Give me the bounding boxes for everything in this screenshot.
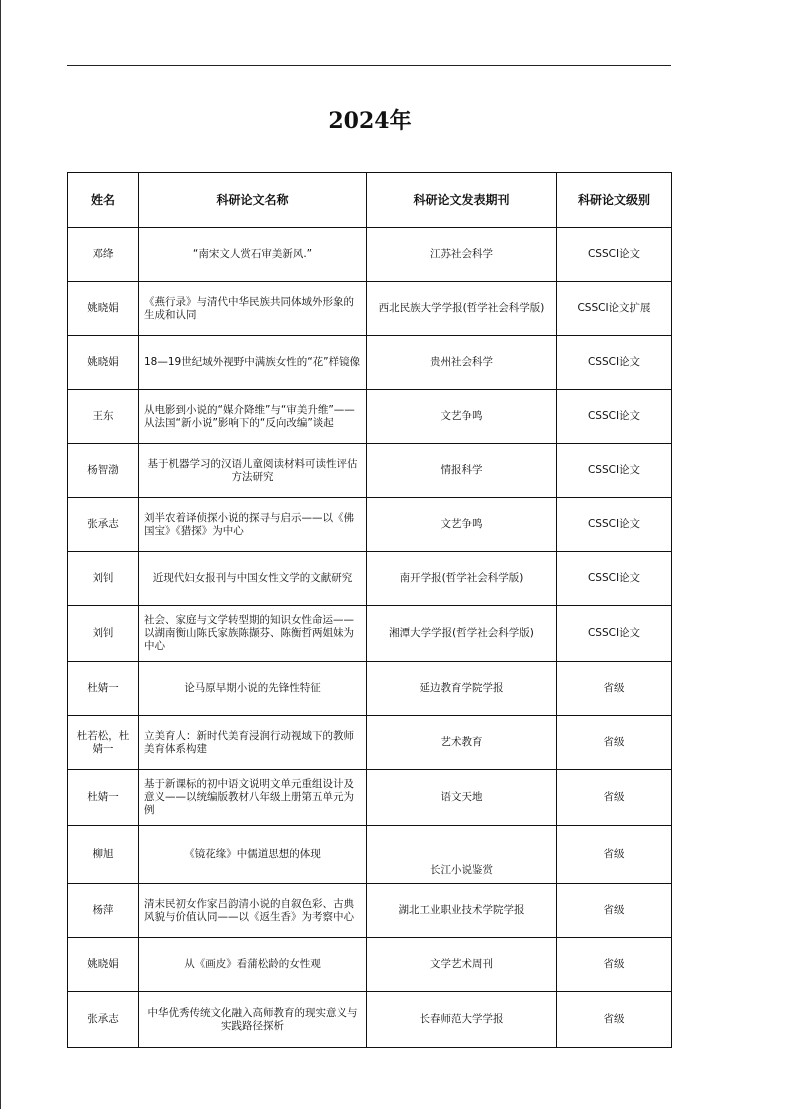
table-row bbox=[68, 826, 672, 884]
cell-level: 省级 bbox=[557, 716, 672, 770]
cell-journal: 文艺争鸣 bbox=[367, 390, 557, 444]
cell-level: 省级 bbox=[557, 826, 672, 884]
table-row bbox=[68, 770, 672, 826]
cell-level: CSSCI论文 bbox=[557, 336, 672, 390]
cell-name: 姚晓娟 bbox=[68, 336, 139, 390]
cell-name: 姚晓娟 bbox=[68, 282, 139, 336]
cell-name: 杜若松，杜婧一 bbox=[68, 716, 139, 770]
cell-name: 姚晓娟 bbox=[68, 938, 139, 992]
cell-journal: 文学艺术周刊 bbox=[367, 938, 557, 992]
cell-level: 省级 bbox=[557, 938, 672, 992]
cell-name: 王东 bbox=[68, 390, 139, 444]
cell-journal: 湘潭大学学报(哲学社会科学版) bbox=[367, 606, 557, 662]
cell-journal: 南开学报(哲学社会科学版) bbox=[367, 552, 557, 606]
cell-journal: 江苏社会科学 bbox=[367, 228, 557, 282]
cell-paper-title: 从电影到小说的“媒介降维”与“审美升维”——从法国“新小说”影响下的“反向改编”谈起 bbox=[139, 390, 367, 444]
cell-paper-title: 中华优秀传统文化融入高师教育的现实意义与实践路径探析 bbox=[139, 992, 367, 1048]
table-row bbox=[68, 716, 672, 770]
table-row bbox=[68, 938, 672, 992]
table-row bbox=[68, 662, 672, 716]
header-rule bbox=[67, 65, 671, 66]
cell-name: 杜婧一 bbox=[68, 662, 139, 716]
cell-journal: 湖北工业职业技术学院学报 bbox=[367, 884, 557, 938]
cell-level: CSSCI论文 bbox=[557, 228, 672, 282]
cell-name: 杨智渤 bbox=[68, 444, 139, 498]
cell-journal: 西北民族大学学报(哲学社会科学版) bbox=[367, 282, 557, 336]
papers-table bbox=[67, 172, 672, 1048]
cell-name: 刘钊 bbox=[68, 552, 139, 606]
header-journal: 科研论文发表期刊 bbox=[367, 173, 557, 228]
cell-journal: 延边教育学院学报 bbox=[367, 662, 557, 716]
table-row bbox=[68, 606, 672, 662]
cell-level: CSSCI论文扩展 bbox=[557, 282, 672, 336]
table-row bbox=[68, 884, 672, 938]
cell-paper-title: 立美育人：新时代美育浸润行动视域下的教师美育体系构建 bbox=[139, 716, 367, 770]
cell-journal: 长江小说鉴赏 bbox=[367, 826, 557, 884]
cell-level: CSSCI论文 bbox=[557, 390, 672, 444]
header-level: 科研论文级别 bbox=[557, 173, 672, 228]
cell-level: 省级 bbox=[557, 770, 672, 826]
cell-paper-title: 清末民初女作家吕韵清小说的自叙色彩、古典风貌与价值认同——以《返生香》为考察中心 bbox=[139, 884, 367, 938]
cell-paper-title: 基于机器学习的汉语儿童阅读材料可读性评估方法研究 bbox=[139, 444, 367, 498]
cell-paper-title: “南宋文人赏石审美新风.” bbox=[139, 228, 367, 282]
cell-name: 刘钊 bbox=[68, 606, 139, 662]
cell-name: 张承志 bbox=[68, 992, 139, 1048]
cell-name: 柳旭 bbox=[68, 826, 139, 884]
table-row bbox=[68, 992, 672, 1048]
header-name: 姓名 bbox=[68, 173, 139, 228]
table-row bbox=[68, 336, 672, 390]
cell-paper-title: 《镜花缘》中儒道思想的体现 bbox=[139, 826, 367, 884]
cell-journal: 文艺争鸣 bbox=[367, 498, 557, 552]
cell-paper-title: 社会、家庭与文学转型期的知识女性命运——以湖南衡山陈氏家族陈撷芬、陈衡哲两姐妹为中心 bbox=[139, 606, 367, 662]
cell-journal: 贵州社会科学 bbox=[367, 336, 557, 390]
cell-name: 张承志 bbox=[68, 498, 139, 552]
cell-level: CSSCI论文 bbox=[557, 552, 672, 606]
cell-journal: 语文天地 bbox=[367, 770, 557, 826]
cell-name: 杜婧一 bbox=[68, 770, 139, 826]
table-row bbox=[68, 390, 672, 444]
cell-paper-title: 论马原早期小说的先锋性特征 bbox=[139, 662, 367, 716]
table-row bbox=[68, 552, 672, 606]
header-paper-title: 科研论文名称 bbox=[139, 173, 367, 228]
cell-paper-title: 18—19世纪域外视野中满族女性的“花”样镜像 bbox=[139, 336, 367, 390]
cell-journal: 长春师范大学学报 bbox=[367, 992, 557, 1048]
page-title: 2024年 bbox=[328, 108, 412, 134]
cell-paper-title: 近现代妇女报刊与中国女性文学的文献研究 bbox=[139, 552, 367, 606]
cell-level: 省级 bbox=[557, 992, 672, 1048]
table-row bbox=[68, 228, 672, 282]
cell-level: 省级 bbox=[557, 662, 672, 716]
cell-name: 邓绛 bbox=[68, 228, 139, 282]
cell-level: CSSCI论文 bbox=[557, 444, 672, 498]
page-left-border bbox=[0, 0, 1, 1109]
cell-paper-title: 基于新课标的初中语文说明文单元重组设计及意义——以统编版教材八年级上册第五单元为例 bbox=[139, 770, 367, 826]
table-row bbox=[68, 498, 672, 552]
table-row bbox=[68, 282, 672, 336]
cell-level: CSSCI论文 bbox=[557, 606, 672, 662]
cell-paper-title: 《燕行录》与清代中华民族共同体域外形象的生成和认同 bbox=[139, 282, 367, 336]
cell-level: CSSCI论文 bbox=[557, 498, 672, 552]
table-row bbox=[68, 444, 672, 498]
table-header-row bbox=[68, 173, 672, 228]
cell-name: 杨萍 bbox=[68, 884, 139, 938]
cell-paper-title: 从《画皮》看蒲松龄的女性观 bbox=[139, 938, 367, 992]
cell-level: 省级 bbox=[557, 884, 672, 938]
cell-paper-title: 刘半农着译侦探小说的探寻与启示——以《佛国宝》《猎探》为中心 bbox=[139, 498, 367, 552]
cell-journal: 情报科学 bbox=[367, 444, 557, 498]
cell-journal: 艺术教育 bbox=[367, 716, 557, 770]
